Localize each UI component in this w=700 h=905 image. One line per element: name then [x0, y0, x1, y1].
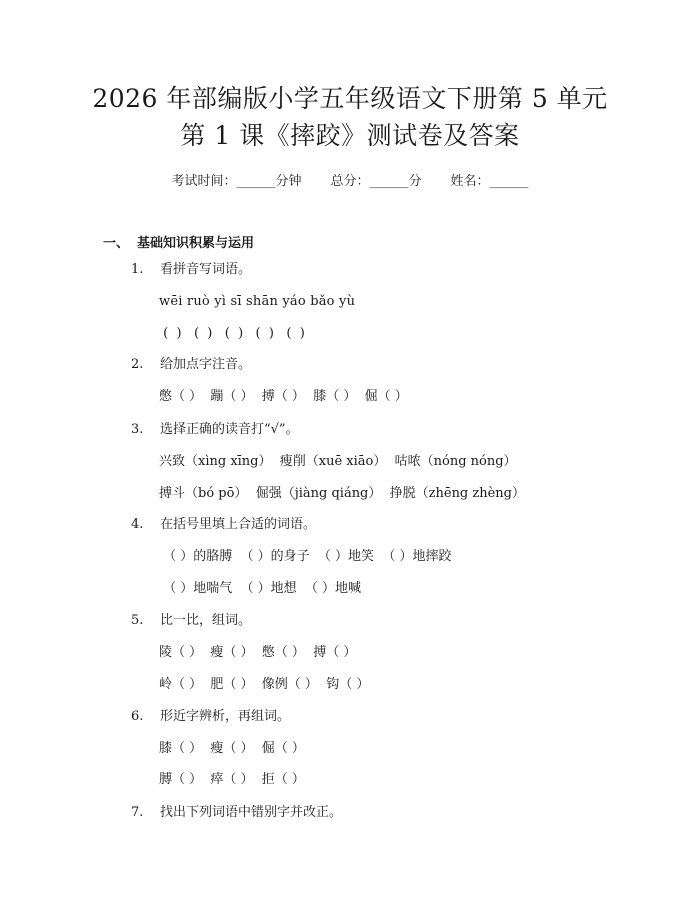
- answer-line: 膊（ ） 瘁（ ） 拒（ ）: [159, 772, 305, 787]
- answer-line: 憋（ ） 蹦（ ） 搏（ ） 膝（ ） 倔（ ）: [159, 389, 408, 404]
- question-prompt: 找出下列词语中错别字并改正。: [160, 805, 343, 820]
- question-prompt: 选择正确的读音打“√”。: [160, 422, 299, 437]
- question-prompt: 看拼音写词语。: [160, 262, 252, 277]
- answer-blanks: ( ) ( ) ( ) ( ) ( ): [159, 326, 305, 341]
- question-number: 6.: [131, 709, 144, 724]
- section-number: 一、: [103, 236, 130, 251]
- question-7: [131, 806, 342, 819]
- exam-meta: [0, 170, 700, 189]
- question-prompt: 在括号里填上合适的词语。: [160, 517, 317, 532]
- question-2: [131, 358, 251, 371]
- answer-line: 陵（ ） 瘦（ ） 憋（ ） 搏（ ）: [159, 645, 357, 660]
- answer-line: 搏斗（bó pō） 倔强（jiàng qiáng） 挣脱（zhēng zhèng）: [159, 486, 525, 501]
- question-prompt: 比一比，组词。: [160, 613, 252, 628]
- question-number: 5.: [131, 613, 144, 628]
- question-number: 1.: [131, 262, 144, 277]
- exam-time-field: 考试时间：______分钟: [171, 174, 302, 189]
- question-number: 4.: [131, 517, 144, 532]
- question-number: 2.: [131, 357, 144, 372]
- question-4: [131, 518, 316, 531]
- question-prompt: 给加点字注音。: [160, 357, 252, 372]
- answer-line: （ ）的胳膊 （ ）的身子 （ ）地笑 （ ）地摔跤: [159, 549, 452, 564]
- question-5: [131, 614, 251, 627]
- question-6: [131, 710, 290, 723]
- answer-line: （ ）地喘气 （ ）地想 （ ）地喊: [159, 581, 362, 596]
- section-heading: [103, 232, 254, 251]
- page-title-line1: 2026 年部编版小学五年级语文下册第 5 单元: [92, 84, 608, 113]
- question-number: 3.: [131, 422, 144, 437]
- question-number: 7.: [131, 805, 144, 820]
- question-3: [131, 423, 299, 436]
- name-field: 姓名：______: [450, 174, 529, 189]
- total-score-field: 总分：______分: [330, 174, 422, 189]
- answer-line: 岭（ ） 肥（ ） 像例（ ） 钩（ ）: [159, 677, 370, 692]
- section-title: 基础知识积累与运用: [137, 236, 255, 251]
- answer-line: 兴致（xìng xīng） 瘦削（xuē xiāo） 咕哝（nóng nóng）: [159, 454, 517, 469]
- question-1: [131, 263, 251, 276]
- pinyin-line: wēi ruò yì sī shān yáo bǎo yù: [159, 294, 356, 309]
- answer-line: 膝（ ） 瘦（ ） 倔（ ）: [159, 741, 305, 756]
- question-prompt: 形近字辨析，再组词。: [160, 709, 291, 724]
- page-title-line2: 第 1 课《摔跤》测试卷及答案: [180, 121, 520, 150]
